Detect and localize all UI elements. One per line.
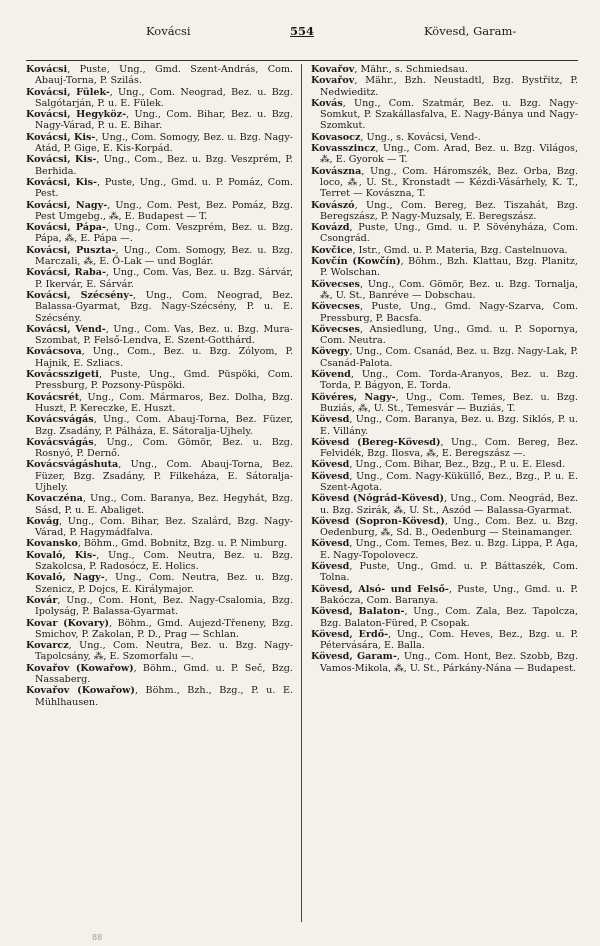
left-column xyxy=(26,64,302,922)
entry-text: , Ung., Com. Bihar, Bez. u. Bzg. Nagy-Várad, P. u. E. Bihar. xyxy=(35,109,294,132)
entry-name: Kovászna xyxy=(311,165,362,177)
gazetteer-entry xyxy=(311,606,578,629)
entry-text: , Ung., Com. Torda-Aranyos, Bez. u. Bzg. Torda, P. Bágyon, E. Torda. xyxy=(320,369,578,392)
entry-name: Kovácsi, Fülek- xyxy=(26,86,110,98)
entry-text: , Mähr., s. Schmiedsau. xyxy=(354,64,468,75)
entry-name: Kövesd xyxy=(311,414,350,426)
entry-name: Kovácsova xyxy=(26,346,82,358)
entry-name: Kövesd xyxy=(311,470,350,482)
entry-name: Kövecses xyxy=(311,301,360,313)
entry-text: , Ung., Com. Pest, Bez. Pomáz, Bzg. Pest Umgebg., ⁂, E. Budapest — T. xyxy=(35,199,293,222)
entry-text: , Istr., Gmd. u. P. Materia, Bzg. Castelnuova. xyxy=(352,244,568,256)
entry-name: Kovácsi, Kis- xyxy=(26,154,97,166)
entry-text: , Böhm., Gmd. Bobnitz, Bzg. u. P. Nimburg. xyxy=(77,538,288,550)
entry-name: Kovaczéna xyxy=(26,493,83,505)
entry-name: Kovácsi, Puszta- xyxy=(26,244,116,256)
gazetteer-entry xyxy=(311,538,578,561)
entry-text: , Ung., Com. Vas, Bez. u. Bzg. Mura-Szombat, P. Felső-Lendva, E. Szent-Gotthárd. xyxy=(35,323,294,347)
gazetteer-entry xyxy=(26,109,293,132)
entry-text: , Böhm., Bzh., Bzg., P. u. E. Mühlhausen. xyxy=(35,685,293,708)
entry-name: Kovácsrét xyxy=(26,391,80,403)
entry-name: Kövesd, Garam- xyxy=(311,651,397,663)
gazetteer-entry xyxy=(311,98,578,132)
gazetteer-entry xyxy=(311,437,578,460)
entry-text: , Puste, Ung., Gmd. u. P. Bakócza, Com. Baranya. xyxy=(320,583,578,606)
entry-text: , Ung., Com., Bez. u. Bzg. Zólyom, P. Hajnik, E. Szliacs. xyxy=(35,346,293,369)
entry-name: Kovácsi, Raba- xyxy=(26,267,106,279)
entry-name: Kovasocz xyxy=(311,131,361,143)
entry-text: , Ung., Com. Szatmár, Bez. u. Bzg. Nagy-Somkut, P. Szakállasfalva, E. Nagy-Bánya und Nagy-Szomkut. xyxy=(320,97,578,132)
entry-name: Kövecses xyxy=(311,278,360,290)
entry-text: , Ung., Com. Somogy, Bez. u. Bzg. Nagy-Atád, P. Gige, E. Kis-Korpád. xyxy=(35,131,293,155)
entry-text: , Ung., Com. Temes, Bez. u. Bzg. Buziás, ⁂, U. St., Temesvár — Buziás, T. xyxy=(320,391,578,414)
entry-text: , Böhm., Gmd. u. P. Seč, Bzg. Nassaberg. xyxy=(35,662,293,686)
entry-text: , Ung., s. Kovácsi, Vend-. xyxy=(360,131,481,143)
entry-text: , Ung., Com., Bez. u. Bzg. Veszprém, P. Berhida. xyxy=(35,154,293,177)
gazetteer-entry xyxy=(26,663,293,686)
entry-text: , Ung., Com. Mármaros, Bez. Dolha, Bzg. Huszt, P. Kereczke, E. Huszt. xyxy=(35,391,293,414)
entry-text: , Ung., Com. Gömör, Bez. u. Bzg. Rosnyó, P. Dernő. xyxy=(35,436,293,460)
entry-text: , Ung., Com. Temes, Bez. u. Bzg. Lippa, P. Aga, E. Nagy-Topolovecz. xyxy=(320,538,578,561)
entry-text: , Ung., Com. Baranya, Bez. u. Bzg. Siklós, P. u. E. Villány. xyxy=(320,414,578,437)
gazetteer-entry xyxy=(311,166,578,200)
gazetteer-entry xyxy=(26,595,293,618)
entry-text: , Ung., Com. Somogy, Bez. u. Bzg. Marczali, ⁂, E. Ö-Lak — und Boglár. xyxy=(35,244,294,268)
gazetteer-entry xyxy=(311,222,578,245)
entry-name: Kovácsi, Pápa- xyxy=(26,222,107,234)
entry-name: Kövesd (Nógrád-Kövesd) xyxy=(311,493,445,505)
entry-text: , Ung., Com. Heves, Bez., Bzg. u. P. Pétervására, E. Balla. xyxy=(320,628,578,652)
gazetteer-entry xyxy=(311,143,578,166)
entry-text: , Puste, Ung., Gmd. Püspöki, Com. Pressburg, P. Pozsony-Püspöki. xyxy=(35,369,293,392)
entry-name: Kövéres, Nagy- xyxy=(311,391,396,403)
entry-name: Kovařov (Kowařow) xyxy=(26,662,134,674)
entry-text: , Ung., Com. Vas, Bez. u. Bzg. Sárvár, P. Ikervár, E. Sárvár. xyxy=(35,267,294,290)
entry-text: , Mähr., Bzh. Neustadtl, Bzg. Bystřitz, P. Nedwieditz. xyxy=(320,75,578,98)
gazetteer-entry xyxy=(311,324,578,347)
entry-name: Kovácsi, Vend- xyxy=(26,323,106,335)
entry-text: , Ung., Com. Nagy-Küküllő, Bez., Bzg., P. u. E. Szent-Agota. xyxy=(320,470,578,493)
gazetteer-entry xyxy=(26,200,293,223)
gazetteer-entry xyxy=(26,222,293,245)
entry-name: Kovás xyxy=(311,97,343,109)
entry-text: , Ung., Com. Abauj-Torna, Bez. Füzer, Bzg. Zsadány, P. Pálháza, E. Sátoralja-Ujhely. xyxy=(35,414,293,437)
right-column xyxy=(302,64,578,922)
entry-text: , Ung., Com. Neograd, Bez. u. Bzg. Salgótarján, P. u. E. Fülek. xyxy=(35,86,293,109)
gazetteer-entry xyxy=(311,629,578,652)
gazetteer-entry xyxy=(26,64,293,87)
entry-name: Kovácsszigeti xyxy=(26,369,99,381)
entry-text: , Ung., Com. Baranya, Bez. Hegyhát, Bzg. Sásd, P. u. E. Abaliget. xyxy=(35,493,293,516)
entry-text: , Böhm., Bzh. Klattau, Bzg. Planitz, P. Wolschan. xyxy=(320,256,578,279)
entry-name: Kövesd xyxy=(311,538,350,550)
gazetteer-entry xyxy=(26,572,293,595)
entry-text: , Puste, Ung., Gmd. Szent-András, Com. Abauj-Torna, P. Szilás. xyxy=(35,64,293,87)
gazetteer-entry xyxy=(311,301,578,324)
header-rule xyxy=(26,60,578,61)
gazetteer-entry xyxy=(311,651,578,674)
entry-name: Kovácsi, Kis- xyxy=(26,131,96,143)
entry-text: , Ung., Com. Hont, Bez. Szobb, Bzg. Vamos-Mikola, ⁂, U. St., Párkány-Nána — Budapest. xyxy=(320,651,578,674)
entry-name: Kövecses xyxy=(311,323,360,335)
entry-text: , Ung., Com. Zala, Bez. Tapolcza, Bzg. Balaton-Füred, P. Csopak. xyxy=(320,606,578,629)
running-header xyxy=(26,10,578,38)
gazetteer-entry xyxy=(26,132,293,155)
gazetteer-entry xyxy=(26,245,293,268)
gazetteer-entry xyxy=(26,154,293,177)
entry-name: Kovaló, Nagy- xyxy=(26,572,105,584)
entry-text: , Ung., Com. Neográd, Bez. u. Bzg. Szirák, ⁂, U. St., Aszód — Balassa-Gyarmat. xyxy=(320,493,578,516)
entry-name: Kovácsvágás xyxy=(26,436,94,448)
gazetteer-entry xyxy=(311,516,578,539)
entry-name: Kovácsi, Hegyköz- xyxy=(26,109,127,121)
entry-name: Kovácsi, Kis- xyxy=(26,176,97,188)
entry-text: , Puste, Ung., Gmd. u. P. Báttaszék, Com. Tolna. xyxy=(320,561,578,584)
entry-text: , Ung., Com. Abauj-Torna, Bez. Füzer, Bzg. Zsadány, P. Filkeháza, E. Sátoralja-Ujhely. xyxy=(35,459,293,493)
gazetteer-entry xyxy=(26,414,293,437)
entry-text: , Ung., Com. Hont, Bez. Nagy-Csalomia, Bzg. Ipolyság, P. Balassa-Gyarmat. xyxy=(35,594,293,618)
entry-text: , Ung., Com. Bihar, Bez. Szalárd, Bzg. Nagy-Várad, P. Hagymádfalva. xyxy=(35,515,293,539)
entry-text: , Ung., Com. Neutra, Bez. u. Bzg. Szenicz, P. Dojcs, E. Királymajor. xyxy=(35,572,293,595)
gazetteer-entry xyxy=(311,493,578,516)
entry-name: Kovácsi xyxy=(26,64,68,75)
entry-name: Kövesd (Bereg-Kövesd) xyxy=(311,436,441,448)
gazetteer-entry xyxy=(311,75,578,98)
entry-name: Kovansko xyxy=(26,538,78,550)
entry-name: Kovág xyxy=(26,515,60,527)
footer-mark: 88 xyxy=(92,933,103,942)
entry-name: Kövesd xyxy=(311,459,350,471)
entry-text: , Ung., Com. Bihar, Bez., Bzg., P. u. E. Elesd. xyxy=(349,459,566,471)
entry-text: , Böhm., Gmd. Aujezd-Třeneny, Bzg. Smichov, P. Zakolan, P. D., Prag — Schlan. xyxy=(35,617,293,640)
gazetteer-entry xyxy=(311,64,578,75)
gazetteer-entry xyxy=(311,245,578,256)
gazetteer-entry xyxy=(311,471,578,494)
header-right-keyword: Kövesd, Garam- xyxy=(424,24,517,38)
entry-name: Kovařov (Kowařow) xyxy=(26,685,135,697)
entry-name: Kovár xyxy=(26,594,58,606)
entry-text: , Ung., Com. Csanád, Bez. u. Bzg. Nagy-Lak, P. Csanád-Palota. xyxy=(320,346,578,369)
entry-name: Kövesd (Sopron-Kövesd) xyxy=(311,515,445,527)
gazetteer-entry xyxy=(26,538,293,549)
entry-name: Kövesd, Alsó- und Felső- xyxy=(311,583,449,595)
gazetteer-entry xyxy=(26,516,293,539)
gazetteer-entry xyxy=(26,267,293,290)
gazetteer-entry xyxy=(311,392,578,415)
entry-name: Kovařov xyxy=(311,64,355,75)
gazetteer-entry xyxy=(26,346,293,369)
gazetteer-entry xyxy=(26,459,293,493)
entry-text: , Ung., Com. Neograd, Bez. Balassa-Gyarmat, Bzg. Nagy-Szécsény, P. u. E. Szécsény. xyxy=(35,289,293,324)
gazetteer-entry xyxy=(26,324,293,347)
gazetteer-entry xyxy=(26,392,293,415)
gazetteer-entry xyxy=(311,584,578,607)
gazetteer-entry xyxy=(26,177,293,200)
gazetteer-entry xyxy=(26,685,293,708)
entry-name: Kovácsvágáshuta xyxy=(26,459,119,471)
entry-text: , Ung., Com. Neutra, Bez. u. Bzg. Nagy-Tapolcsány, ⁂, E. Szomorfalu —. xyxy=(35,640,293,663)
entry-name: Kövesd, Erdő- xyxy=(311,628,389,640)
entry-text: , Ung., Com. Veszprém, Bez. u. Bzg. Pápa, ⁂, E. Pápa —. xyxy=(35,222,293,245)
entry-name: Kovácsi, Nagy- xyxy=(26,199,108,211)
gazetteer-entry xyxy=(311,459,578,470)
gazetteer-entry xyxy=(311,369,578,392)
gazetteer-entry xyxy=(311,279,578,302)
gazetteer-entry xyxy=(311,346,578,369)
entry-name: Kovařov xyxy=(311,75,355,87)
entry-name: Kovaló, Kis- xyxy=(26,549,97,561)
entry-text: , Puste, Ung., Gmd. u. P. Pomáz, Com. Pest. xyxy=(35,176,293,200)
page-number: 554 xyxy=(290,24,315,38)
header-left-keyword: Kovácsi xyxy=(146,24,191,38)
gazetteer-entry xyxy=(26,493,293,516)
entry-name: Kövesd, Balaton- xyxy=(311,606,405,618)
entry-text: , Ung., Com. Neutra, Bez. u. Bzg. Szakolcsa, P. Radosócz, E. Holics. xyxy=(35,549,293,573)
gazetteer-entry xyxy=(26,550,293,573)
entry-name: Kövend xyxy=(311,369,351,381)
entry-text: , Ung., Com. Háromszék, Bez. Orba, Bzg. loco, ⁂, U. St., Kronstadt — Kézdi-Vásárhely, K. T., Terret — Kovászna, T. xyxy=(320,165,578,200)
entry-name: Kovászó xyxy=(311,199,355,211)
entry-text: , Ung., Com. Bereg, Bez. Tiszahát, Bzg. Beregszász, P. Nagy-Muzsaly, E. Beregszász. xyxy=(320,199,578,222)
entry-name: Kövesd xyxy=(311,561,350,573)
entry-text: , Ung., Com. Bereg, Bez. Felvidék, Bzg. Ilosva, ⁂, E. Beregszász —. xyxy=(320,436,578,460)
text-columns xyxy=(26,64,578,922)
entry-name: Kovčice xyxy=(311,244,353,256)
gazetteer-entry xyxy=(26,437,293,460)
entry-text: , Ung., Com. Bez. u. Bzg. Oedenburg, ⁂, Sd. B., Oedenburg — Steinamanger. xyxy=(320,515,578,539)
gazetteer-entry xyxy=(311,561,578,584)
entry-name: Kovácsvágás xyxy=(26,414,94,426)
entry-name: Kovčín (Kowčín) xyxy=(311,256,401,268)
entry-text: , Ansiedlung, Ung., Gmd. u. P. Sopornya, Com. Neutra. xyxy=(320,323,578,347)
gazetteer-entry xyxy=(311,132,578,143)
entry-name: Kovázd xyxy=(311,222,350,234)
gazetteer-entry xyxy=(311,414,578,437)
entry-name: Kovarcz xyxy=(26,640,69,652)
entry-text: , Puste, Ung., Gmd. Nagy-Szarva, Com. Pressburg, P. Bacsfa. xyxy=(320,301,578,324)
entry-name: Kovar (Kovary) xyxy=(26,617,110,629)
entry-text: , Puste, Ung., Gmd. u. P. Sövényháza, Com. Csongrád. xyxy=(320,222,578,245)
entry-text: , Ung., Com. Gömör, Bez. u. Bzg. Tornalja, ⁂, U. St., Banréve — Dobschau. xyxy=(320,278,578,301)
entry-name: Kövegy xyxy=(311,346,350,358)
entry-name: Kovácsi, Szécsény- xyxy=(26,289,133,301)
gazetteer-entry xyxy=(26,290,293,324)
entry-text: , Ung., Com. Arad, Bez. u. Bzg. Világos, ⁂, E. Gyorok — T. xyxy=(320,143,578,166)
gazetteer-entry xyxy=(26,640,293,663)
gazetteer-entry xyxy=(26,87,293,110)
gazetteer-entry xyxy=(311,200,578,223)
gazetteer-entry xyxy=(311,256,578,279)
gazetteer-entry xyxy=(26,369,293,392)
gazetteer-entry xyxy=(26,618,293,641)
entry-name: Kovasszincz xyxy=(311,143,376,155)
